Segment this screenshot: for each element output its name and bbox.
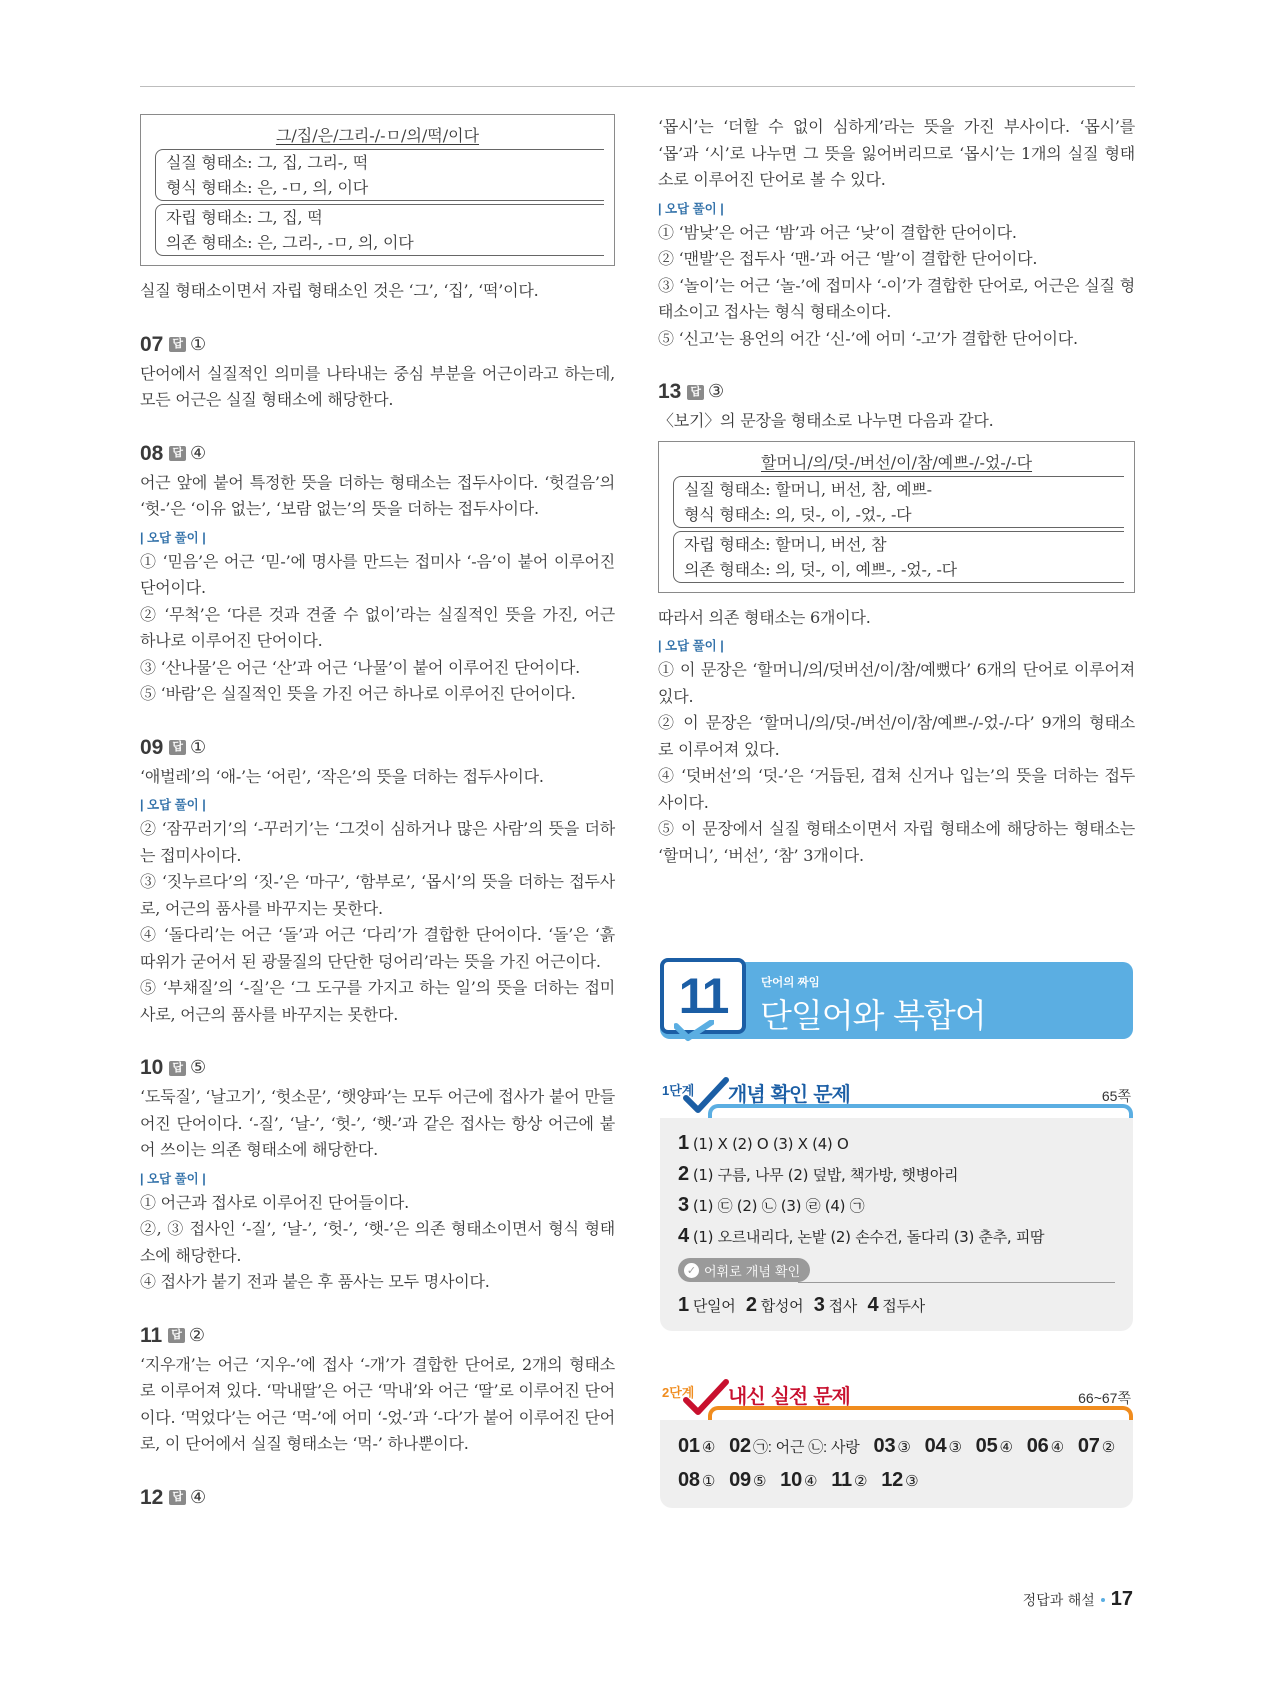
footer-label: 정답과 해설 (1022, 1592, 1095, 1609)
answer-line (678, 1159, 1115, 1190)
item-answer: ④ (701, 1439, 716, 1456)
item-number: 10 (780, 1469, 803, 1491)
item-number: 07 (1077, 1435, 1100, 1457)
section-number: 11 (660, 958, 746, 1034)
item-answer: ④ (804, 1473, 818, 1490)
question-number: 08 (140, 441, 164, 465)
bracket-group (673, 531, 1124, 583)
divider (798, 1282, 1115, 1283)
item-answer: (1) 구름, 나무 (2) 덮밥, 책가방, 햇병아리 (692, 1166, 959, 1184)
box-line: 자립 형태소: 할머니, 버선, 참 (684, 534, 887, 554)
wrong-answer-item: ③ ‘놀이’는 어근 ‘놀-’에 접미사 ‘-이’가 결합한 단어로, 어근은 실질 형태소이고 접사는 형식 형태소이다. (658, 275, 1135, 321)
section-title: 단일어와 복합어 (760, 996, 986, 1035)
page-ref: 65쪽 (1101, 1088, 1131, 1104)
question-08-header (140, 440, 615, 468)
wrong-answer-item: ③ ‘산나물’은 어근 ‘산’과 어근 ‘나물’이 붙어 이루어진 단어이다. (140, 657, 580, 677)
box-conclusion: 따라서 의존 형태소는 6개이다. (658, 607, 871, 627)
explanation: 단어에서 실질적인 의미를 나타내는 중심 부분을 어근이라고 하는데, 모든 어근은 실질 형태소에 해당한다. (140, 363, 615, 409)
explanation: 〈보기〉의 문장을 형태소로 나누면 다음과 같다. (658, 411, 994, 430)
item-number: 09 (729, 1469, 751, 1491)
wrong-answer-item: ② ‘맨발’은 접두사 ‘맨-’과 어근 ‘발’이 결합한 단어이다. (658, 249, 1038, 268)
section-header (660, 962, 1133, 1042)
item-number: 4 (678, 1225, 689, 1247)
step1-body (660, 1118, 1133, 1331)
explanation: ‘도둑질’, ‘날고기’, ‘헛소문’, ‘햇양파’는 모두 어근에 접사가 붙어 만들어진 단어이다. ‘-질’, ‘날-’, ‘헛-’, ‘햇-’과 같은 접사는 항상 어근에 붙어 쓰이는 의존 형태소에 해당한다. (140, 1087, 615, 1159)
wrong-answer-item: ⑤ 이 문장에서 실질 형태소이면서 자립 형태소에 해당하는 형태소는 ‘할머니’, ‘버선’, ‘참’ 3개이다. (658, 819, 1135, 865)
step-name: 개념 확인 문제 (728, 1082, 850, 1106)
question-number: 10 (140, 1056, 164, 1079)
morpheme-box-1 (140, 114, 615, 266)
step-topline (708, 1406, 1133, 1420)
item-answer: ④ (1050, 1439, 1064, 1456)
wrong-answer-item: ② 이 문장은 ‘할머니/의/덧-/버선/이/참/예쁘-/-었-/-다’ 9개의 형태소로 이루어져 있다. (658, 713, 1135, 759)
step-level: 2단계 (662, 1385, 695, 1400)
item-number: 06 (1026, 1435, 1049, 1457)
box-line: 형식 형태소: 은, -ㅁ, 의, 이다 (166, 178, 369, 197)
wrong-answer-item: ② ‘잠꾸러기’의 ‘-꾸러기’는 ‘그것이 심하거나 많은 사람’의 뜻을 더하는 접미사이다. (140, 819, 615, 865)
left-column (140, 114, 615, 1514)
step-topline (708, 1104, 1133, 1118)
box-line: 자립 형태소: 그, 집, 떡 (166, 208, 323, 227)
wrong-answer-item: ②, ③ 접사인 ‘-질’, ‘날-’, ‘헛-’, ‘햇-’은 의존 형태소이면서 형식 형태소에 해당한다. (140, 1219, 615, 1265)
answer-badge: 답 (687, 385, 704, 400)
section-subtitle: 단어의 짜임 (761, 977, 820, 989)
wrong-answer-label: | 오답 풀이 | (140, 798, 206, 812)
answer-line (678, 1128, 1115, 1159)
wrong-answer-item: ① ‘밤낮’은 어근 ‘밤’과 어근 ‘낮’이 결합한 단어이다. (658, 222, 1017, 242)
answer-value: ⑤ (190, 1057, 207, 1078)
top-rule (140, 86, 1135, 87)
item-answer: ④ (999, 1439, 1013, 1456)
wrong-answer-item: ① 어근과 접사로 이루어진 단어들이다. (140, 1192, 410, 1212)
question-11-header (140, 1322, 615, 1350)
answer-badge: 답 (168, 1328, 185, 1343)
item-answer: ⑤ (752, 1473, 767, 1490)
box-line: 의존 형태소: 의, 덧-, 이, 예쁘-, -었-, -다 (684, 559, 957, 579)
answer-value: ② (188, 1324, 205, 1346)
check-icon (674, 1020, 714, 1042)
item-number: 02 (729, 1435, 751, 1457)
answer-value: ① (190, 333, 207, 355)
answer-badge: 답 (169, 337, 186, 352)
item-answer: ③ (948, 1439, 962, 1456)
page-ref: 66~67쪽 (1078, 1390, 1131, 1406)
item-number: 05 (975, 1435, 998, 1457)
item-answer: (1) ㉢ (2) ㉡ (3) ㉣ (4) ㉠ (692, 1197, 865, 1215)
bracket-group (673, 476, 1124, 528)
item-answer: 접두사 (882, 1297, 925, 1315)
bracket-group (155, 149, 604, 201)
answer-badge: 답 (169, 1490, 186, 1505)
box-head: 그/집/은/그리-/-ㅁ/의/떡/이다 (275, 126, 480, 145)
wrong-answer-label: | 오답 풀이 | (140, 1171, 206, 1186)
question-number: 13 (658, 380, 682, 403)
question-07-header (140, 331, 615, 359)
question-number: 11 (140, 1323, 163, 1347)
item-number: 4 (867, 1294, 879, 1316)
wrong-answer-item: ⑤ ‘신고’는 용언의 어간 ‘신-’에 어미 ‘-고’가 결합한 단어이다. (658, 328, 1078, 348)
question-number: 09 (140, 735, 164, 759)
wrong-answer-item: ⑤ ‘부채질’의 ‘-질’은 ‘그 도구를 가지고 하는 일’의 뜻을 더하는 접미사로, 어근의 품사를 바꾸지는 못한다. (140, 978, 615, 1024)
item-answer: ③ (905, 1473, 919, 1490)
item-number: 08 (678, 1469, 700, 1491)
wrong-answer-item: ① ‘믿음’은 어근 ‘믿-’에 명사를 만드는 접미사 ‘-음’이 붙어 이루어진 단어이다. (140, 551, 615, 597)
vocab-label-text: 어휘로 개념 확인 (704, 1264, 801, 1280)
question-09-header (140, 734, 615, 762)
box-line: 실질 형태소: 그, 집, 그리-, 떡 (166, 153, 369, 172)
vocab-label (678, 1258, 810, 1282)
question-10-header (140, 1054, 615, 1082)
item-number: 03 (873, 1435, 896, 1457)
question-13-header (658, 378, 1135, 406)
box-line: 실질 형태소: 할머니, 버선, 참, 예쁘- (684, 479, 932, 499)
answer-value: ④ (190, 1486, 207, 1508)
step1-title-row (660, 1070, 1133, 1114)
wrong-answer-item: ④ ‘덧버선’의 ‘덧-’은 ‘거듭된, 겹쳐 신거나 입는’의 뜻을 더하는 접두사이다. (658, 766, 1135, 812)
answer-line (678, 1190, 1115, 1221)
question-12-header (140, 1484, 615, 1512)
box-head: 할머니/의/덧-/버선/이/참/예쁘-/-었-/-다 (760, 452, 1033, 472)
question-number: 12 (140, 1485, 164, 1509)
item-answer: ② (853, 1473, 868, 1490)
wrong-answer-item: ⑤ ‘바람’은 실질적인 뜻을 가진 어근 하나로 이루어진 단어이다. (140, 684, 576, 703)
wrong-answer-item: ③ ‘짓누르다’의 ‘짓-’은 ‘마구’, ‘함부로’, ‘몹시’의 뜻을 더하는 접두사로, 어근의 품사를 바꾸지는 못한다. (140, 872, 615, 918)
item-number: 2 (745, 1294, 757, 1316)
item-number: 11 (831, 1469, 852, 1491)
step2-body (660, 1420, 1133, 1508)
item-answer: 합성어 (760, 1297, 804, 1315)
wrong-answer-item: ④ ‘돌다리’는 어근 ‘돌’과 어근 ‘다리’가 결합한 단어이다. ‘돌’은 ‘흙 따위가 굳어서 된 광물질의 단단한 덩어리’라는 뜻을 가진 어근이다. (140, 925, 615, 971)
item-answer: ㉠: 어근 ㉡: 사랑 (752, 1439, 860, 1456)
answer-row-2 (678, 1464, 1115, 1498)
answer-badge: 답 (169, 1061, 186, 1076)
wrong-answer-label: | 오답 풀이 | (658, 201, 724, 216)
item-answer: ① (701, 1473, 716, 1490)
step2-box (660, 1372, 1133, 1508)
explanation: 어근 앞에 붙어 특정한 뜻을 더하는 형태소는 접두사이다. ‘헛걸음’의 ‘헛-’은 ‘이유 없는’, ‘보람 없는’의 뜻을 더하는 접두사이다. (140, 472, 615, 518)
answer-row-1 (678, 1430, 1115, 1464)
footer-dot (1101, 1598, 1105, 1602)
item-answer: 접사 (828, 1297, 857, 1315)
wrong-answer-label: | 오답 풀이 | (140, 530, 206, 545)
item-number: 3 (678, 1194, 689, 1216)
item-number: 04 (924, 1435, 947, 1457)
explanation: ‘애벌레’의 ‘애-’는 ‘어린’, ‘작은’의 뜻을 더하는 접두사이다. (140, 766, 544, 786)
wrong-answer-item: ② ‘무척’은 ‘다른 것과 견줄 수 없이’라는 실질적인 뜻을 가진, 어근 하나로 이루어진 단어이다. (140, 604, 615, 650)
item-number: 01 (678, 1435, 700, 1457)
box-conclusion: 실질 형태소이면서 자립 형태소인 것은 ‘그’, ‘집’, ‘떡’이다. (140, 281, 539, 300)
item-number: 12 (881, 1469, 904, 1491)
answer-line (678, 1221, 1115, 1252)
page-footer (1023, 1588, 1133, 1611)
answer-value: ① (190, 736, 207, 758)
item-answer: 단일어 (692, 1297, 736, 1315)
step1-box (660, 1070, 1133, 1331)
step-name: 내신 실전 문제 (728, 1384, 850, 1408)
question-number: 07 (140, 332, 164, 356)
item-answer: ③ (897, 1439, 911, 1456)
wrong-answer-item: ① 이 문장은 ‘할머니/의/덧버선/이/참/예뻤다’ 6개의 단어로 이루어져 있다. (658, 660, 1135, 706)
answer-badge: 답 (169, 446, 186, 461)
item-number: 3 (813, 1294, 825, 1316)
wrong-answer-item: ④ 접사가 붙기 전과 붙은 후 품사는 모두 명사이다. (140, 1272, 490, 1291)
page-number: 17 (1110, 1588, 1133, 1610)
explanation: ‘지우개’는 어근 ‘지우-’에 접사 ‘-개’가 결합한 단어로, 2개의 형태소로 이루어져 있다. ‘막내딸’은 어근 ‘막내’와 어근 ‘딸’로 이루어진 단어이다. ‘먹었다’는 어근 ‘먹-’에 어미 ‘-었-’과 ‘-다’가 붙어 이루어진 단어로, 이 단어에서 실질 형태소는 ‘먹-’ 하나뿐이다. (140, 1354, 615, 1453)
answer-value: ③ (708, 381, 725, 402)
wrong-answer-label: | 오답 풀이 | (658, 639, 724, 653)
item-answer: ② (1101, 1439, 1115, 1456)
answer-badge: 답 (169, 740, 186, 755)
answer-value: ④ (190, 442, 207, 464)
box-line: 형식 형태소: 의, 덧-, 이, -었-, -다 (684, 504, 912, 524)
vocab-answers (678, 1290, 1115, 1321)
explanation: ‘몹시’는 ‘더할 수 없이 심하게’라는 뜻을 가진 부사이다. ‘몹시’를 ‘몹’과 ‘시’로 나누면 그 뜻을 잃어버리므로 ‘몹시’는 1개의 실질 형태소로 이루어진 단어로 볼 수 있다. (658, 117, 1135, 189)
morpheme-box-2 (658, 441, 1135, 593)
check-circle-icon: ✓ (684, 1263, 699, 1278)
item-number: 1 (678, 1132, 689, 1154)
item-number: 2 (678, 1163, 689, 1185)
item-answer: (1) X (2) O (3) X (4) O (692, 1135, 849, 1153)
item-answer: (1) 오르내리다, 논밭 (2) 손수건, 돌다리 (3) 춘추, 피땀 (692, 1228, 1045, 1246)
step-level: 1단계 (662, 1083, 695, 1098)
box-line: 의존 형태소: 은, 그리-, -ㅁ, 의, 이다 (166, 233, 414, 252)
vocab-row (678, 1258, 1115, 1284)
bracket-group (155, 204, 604, 256)
step2-title-row (660, 1372, 1133, 1416)
item-number: 1 (678, 1294, 689, 1316)
right-column (658, 114, 1135, 869)
